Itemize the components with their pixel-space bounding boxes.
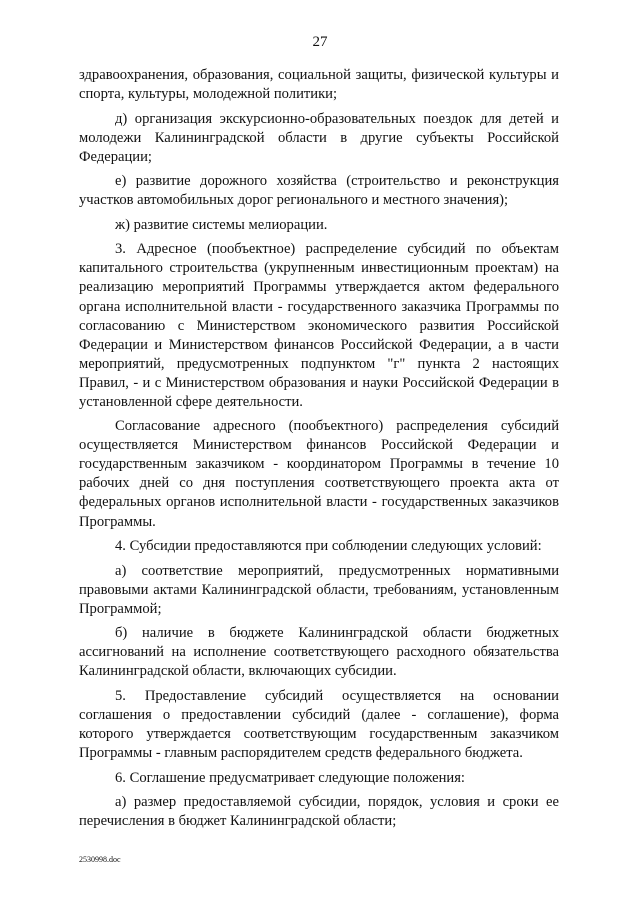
paragraph: 6. Соглашение предусматривает следующие положения: [115, 769, 465, 786]
paragraph: д) организация экскурсионно-образовательных поездок для детей и молодежи Калининградской области в другие субъекты Российской Федерации; [79, 110, 559, 165]
file-name-footer: 2530998.doc [79, 855, 121, 864]
paragraph: здравоохранения, образования, социальной защиты, физической культуры и спорта, культуры, молодежной политики; [79, 67, 559, 103]
paragraph: 4. Субсидии предоставляются при соблюдении следующих условий: [115, 538, 542, 555]
paragraph: а) размер предоставляемой субсидии, порядок, условия и сроки ее перечисления в бюджет Калининградской области; [79, 794, 559, 830]
paragraph: б) наличие в бюджете Калининградской области бюджетных ассигнований на исполнение соответствующего расходного обязательства Калининградской области, включающих субсидии. [79, 625, 559, 680]
paragraph: Согласование адресного (пообъектного) распределения субсидий осуществляется Министерством финансов Российской Федерации и государственным заказчиком - координатором Программы в течение 10 рабочих дней со дня поступления соответствующего проекта акта от федеральных органов исполнительной власти - государственных заказчиков Программы. [79, 418, 559, 530]
paragraph: 3. Адресное (пообъектное) распределение субсидий по объектам капитального строительства (укрупненным инвестиционным проектам) на реализацию мероприятий Программы утверждается актом федерального органа исполнительной власти - государственного заказчика Программы по согласованию с Министерством экономического развития Российской Федерации и Министерством финансов Российской Федерации, а в части мероприятий, предусмотренных подпунктом "г" пункта 2 настоящих Правил, - и с Министерством образования и науки Российской Федерации в установленной сфере деятельности. [79, 241, 559, 410]
document-body [79, 66, 559, 837]
paragraph: е) развитие дорожного хозяйства (строительство и реконструкция участков автомобильных дорог регионального и местного значения); [79, 173, 559, 209]
paragraph: а) соответствие мероприятий, предусмотренных нормативными правовыми актами Калининградской области, требованиям, установленным Программой; [79, 562, 559, 617]
paragraph: 5. Предоставление субсидий осуществляется на основании соглашения о предоставлении субсидий (далее - соглашение), форма которого утверждается соответствующим государственным заказчиком Программы - главным распорядителем средств федерального бюджета. [79, 687, 559, 762]
paragraph: ж) развитие системы мелиорации. [115, 216, 328, 233]
page-number: 27 [312, 34, 328, 50]
